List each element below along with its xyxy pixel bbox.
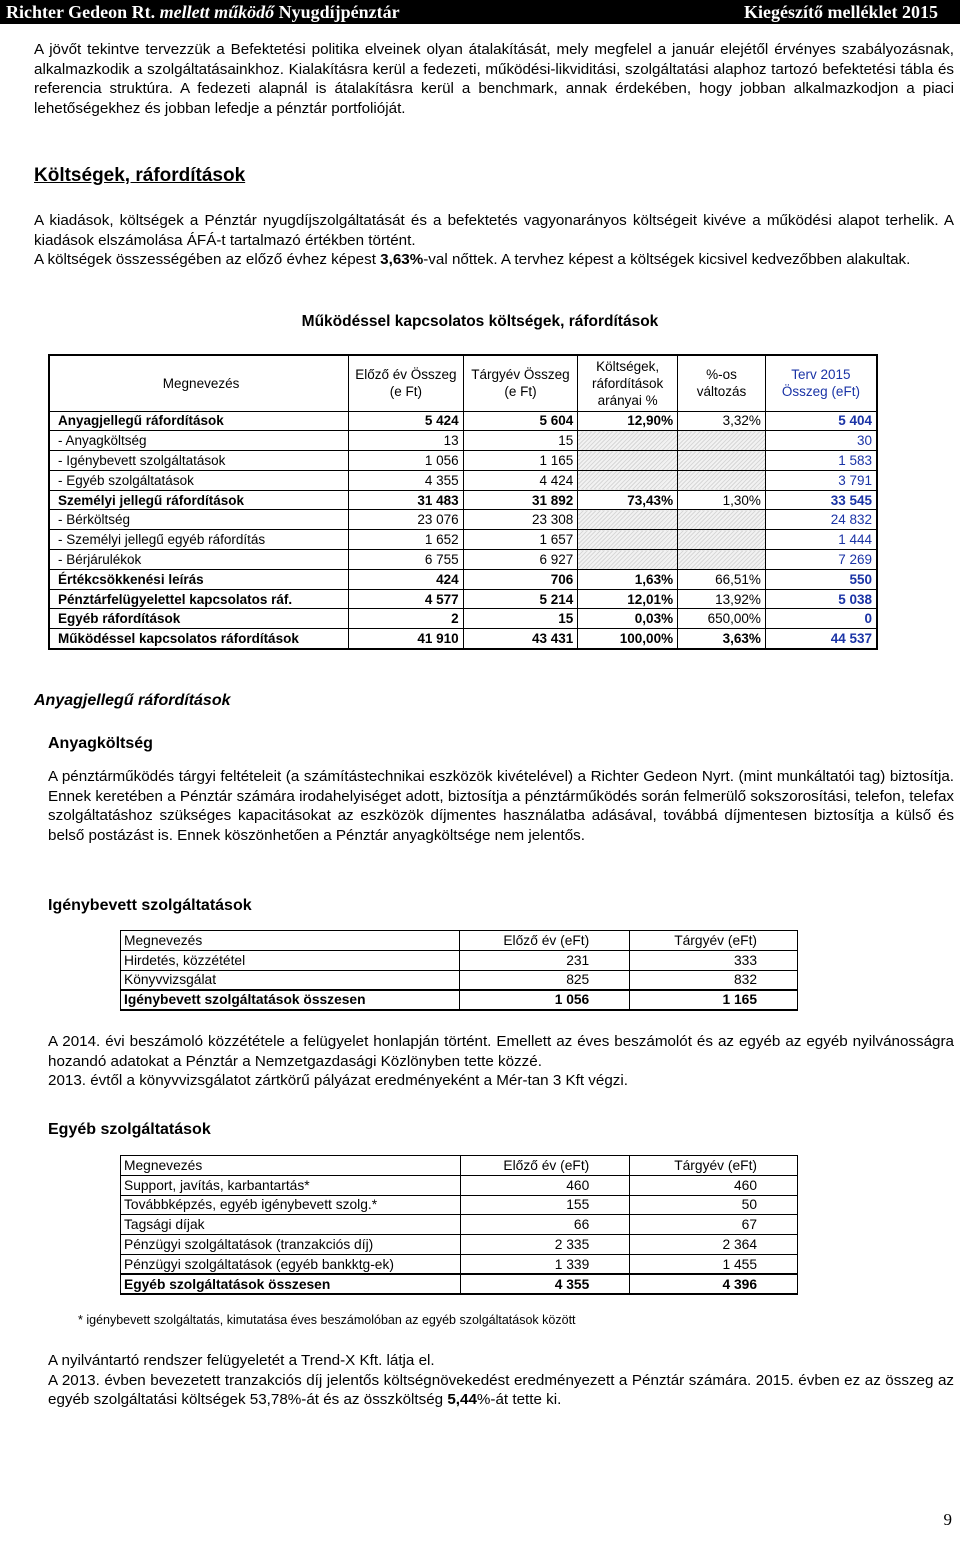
header-fund: Nyugdíjpénztár — [278, 2, 400, 22]
operating-costs-table — [48, 354, 878, 650]
cell-plan: 1 444 — [765, 530, 877, 550]
table-caption: Működéssel kapcsolatos költségek, ráfordítások — [301, 313, 659, 330]
header-left — [6, 0, 400, 24]
cell-name: Könyvvizsgálat — [121, 970, 460, 990]
cell-name: Anyagjellegű ráfordítások — [49, 411, 349, 431]
cell-prev: 424 — [349, 569, 464, 589]
cell-plan: 24 832 — [765, 510, 877, 530]
table-header-row: Megnevezés Előző év (eFt) Tárgyév (eFt) — [121, 931, 798, 951]
section-paragraph-2: A költségek összességében az előző évhez képest 3,63%-val nőttek. A tervhez képest a költségek kicsivel kedvezőbben alakultak. — [34, 251, 911, 269]
cell-change: 3,32% — [678, 411, 766, 431]
cell-ratio — [578, 431, 678, 451]
cell-ratio: 1,63% — [578, 569, 678, 589]
cell-prev: 2 335 — [460, 1235, 630, 1255]
table-row — [121, 1175, 798, 1195]
cell-plan: 33 545 — [765, 490, 877, 510]
cell-prev: 23 076 — [349, 510, 464, 530]
cell-curr: 460 — [630, 1175, 798, 1195]
section-text — [34, 211, 954, 270]
igenybevett-title: Igénybevett szolgáltatások — [48, 897, 252, 914]
igenybevett-table — [120, 930, 798, 1011]
cell-plan: 1 583 — [765, 451, 877, 471]
table-row — [121, 1235, 798, 1255]
cell-name: Egyéb ráfordítások — [49, 609, 349, 629]
header-right: Kiegészítő melléklet 2015 — [744, 2, 938, 22]
header-cell: Előző év Összeg (e Ft) — [349, 355, 464, 411]
cell-change: 650,00% — [678, 609, 766, 629]
cell-change: 66,51% — [678, 569, 766, 589]
cell-ratio: 73,43% — [578, 490, 678, 510]
total-curr: 1 165 — [630, 990, 798, 1010]
cell-curr: 333 — [630, 950, 798, 970]
table-row — [121, 1195, 798, 1215]
cell-name: Személyi jellegű ráfordítások — [49, 490, 349, 510]
cell-curr: 706 — [463, 569, 578, 589]
cell-plan: 5 404 — [765, 411, 877, 431]
table-row — [121, 970, 798, 990]
page-header — [0, 0, 960, 24]
cell-plan: 550 — [765, 569, 877, 589]
cell-plan: 5 038 — [765, 589, 877, 609]
table-row — [121, 1215, 798, 1235]
cell-name: Pénztárfelügyelettel kapcsolatos ráf. — [49, 589, 349, 609]
cell-name: Support, javítás, karbantartás* — [121, 1175, 461, 1195]
cell-curr: 15 — [463, 431, 578, 451]
page-number: 9 — [943, 1510, 952, 1529]
cell-change — [678, 550, 766, 570]
header-cell: Tárgyév Összeg (e Ft) — [463, 355, 578, 411]
table-row — [49, 470, 877, 490]
table-row — [49, 550, 877, 570]
cell-name: - Bérköltség — [49, 510, 349, 530]
igenybevett-paragraph: A 2014. évi beszámoló közzététele a felügyelet honlapján történt. Emellett az éves beszámolót és az egyéb az egyéb nyilvánosságra hozandó adatokat a Pénztár a Nemzetgazdasági Közlönyben tette közzé. — [48, 1033, 954, 1070]
anyag-title: Anyagjellegű ráfordítások — [34, 692, 231, 709]
cell-name: - Igénybevett szolgáltatások — [49, 451, 349, 471]
table-row — [49, 451, 877, 471]
cell-plan: 3 791 — [765, 470, 877, 490]
cell-prev: 13 — [349, 431, 464, 451]
cell-prev: 66 — [460, 1215, 630, 1235]
igenybevett-paragraph-2: 2013. évtől a könyvvizsgálatot zártkörű pályázat eredményeként a Mér-tan 3 Kft végzi. — [48, 1072, 628, 1090]
header-cell: Terv 2015 Összeg (eFt) — [765, 355, 877, 411]
cell-curr: 832 — [630, 970, 798, 990]
cell-ratio — [578, 451, 678, 471]
cell-prev: 5 424 — [349, 411, 464, 431]
anyagkoltseg-paragraph: A pénztárműködés tárgyi feltételeit (a számítástechnikai eszközök kivételével) a Richter Gedeon Nyrt. (mint munkáltatói tag) biztosítja. Ennek keretében a Pénztár számára irodahelyiséget adott, biztosítja a pénztárműködés során felmerülő sokszorosítási, telefon, telefax szolgáltatáshoz szükséges kapacitásokat az eszközök díjmentes használatba adásával, továbbá díjmentesen biztosítja a külső és belső postázást is. Ennek köszönhetően a Pénztár anyagköltsége nem jelentős. — [48, 768, 954, 844]
cell-prev: 31 483 — [349, 490, 464, 510]
table-row — [49, 510, 877, 530]
egyeb-title: Egyéb szolgáltatások — [48, 1121, 211, 1138]
cell-curr: 15 — [463, 609, 578, 629]
cell-plan: 0 — [765, 609, 877, 629]
table-row — [49, 629, 877, 649]
egyeb-table — [120, 1155, 798, 1295]
cell-name: Pénzügyi szolgáltatások (tranzakciós díj) — [121, 1235, 461, 1255]
cell-ratio: 12,01% — [578, 589, 678, 609]
cell-curr: 67 — [630, 1215, 798, 1235]
cell-name: Pénzügyi szolgáltatások (egyéb bankktg-ek) — [121, 1254, 461, 1274]
header-cell: %-os változás — [678, 355, 766, 411]
cell-prev: 460 — [460, 1175, 630, 1195]
cell-curr: 43 431 — [463, 629, 578, 649]
cell-curr: 5 604 — [463, 411, 578, 431]
header-cell: Megnevezés — [49, 355, 349, 411]
cell-ratio: 12,90% — [578, 411, 678, 431]
cell-ratio: 0,03% — [578, 609, 678, 629]
total-curr: 4 396 — [630, 1274, 798, 1294]
cell-change: 13,92% — [678, 589, 766, 609]
cell-prev: 155 — [460, 1195, 630, 1215]
cell-name: - Bérjárulékok — [49, 550, 349, 570]
cell-plan: 7 269 — [765, 550, 877, 570]
table-row — [49, 589, 877, 609]
table-row — [49, 609, 877, 629]
cell-curr: 50 — [630, 1195, 798, 1215]
total-prev: 4 355 — [460, 1274, 630, 1294]
cell-curr: 1 657 — [463, 530, 578, 550]
cell-curr: 4 424 — [463, 470, 578, 490]
cell-prev: 1 339 — [460, 1254, 630, 1274]
cell-name: Tagsági díjak — [121, 1215, 461, 1235]
cell-change: 1,30% — [678, 490, 766, 510]
cell-ratio — [578, 510, 678, 530]
cell-curr: 6 927 — [463, 550, 578, 570]
intro-paragraph: A jövőt tekintve tervezzük a Befektetési politika elveinek olyan átalakítását, mely megfelel a január elejétől érvényes szabályozásnak, alkalmazkodik a szolgáltatásainkhoz. Kialakításra kerül a fedezeti, működési-likviditási, szolgáltatási alaphoz tartozó befektetési tábla és referencia struktúra. A fedezeti alapnál is átalakításra kerül a benchmark, annak érdekében, hogy jobban alkalmazkodjon a piaci lehetőségekhez és jobban lefedje a pénztár portfolióját. — [34, 41, 954, 117]
total-row — [121, 990, 798, 1010]
table-row — [49, 569, 877, 589]
table-row — [49, 490, 877, 510]
total-prev: 1 056 — [460, 990, 630, 1010]
cell-ratio — [578, 550, 678, 570]
cell-name: Értékcsökkenési leírás — [49, 569, 349, 589]
cell-ratio — [578, 530, 678, 550]
total-name: Igénybevett szolgáltatások összesen — [121, 990, 460, 1010]
cell-change: 3,63% — [678, 629, 766, 649]
cell-name: - Anyagköltség — [49, 431, 349, 451]
section-title: Költségek, ráfordítások — [34, 165, 246, 186]
cell-name: Működéssel kapcsolatos ráfordítások — [49, 629, 349, 649]
cell-name: - Egyéb szolgáltatások — [49, 470, 349, 490]
table-header-row — [49, 355, 877, 411]
cell-prev: 1 652 — [349, 530, 464, 550]
table-row — [49, 411, 877, 431]
header-company: Richter Gedeon Rt. — [6, 2, 156, 22]
cell-curr: 1 165 — [463, 451, 578, 471]
cell-change — [678, 510, 766, 530]
egyeb-paragraph-1: A nyilvántartó rendszer felügyeletét a Trend-X Kft. látja el. — [48, 1352, 435, 1369]
cell-name: Továbbképzés, egyéb igénybevett szolg.* — [121, 1195, 461, 1215]
cell-change — [678, 530, 766, 550]
cell-prev: 4 355 — [349, 470, 464, 490]
cell-prev: 41 910 — [349, 629, 464, 649]
anyagkoltseg-title: Anyagköltség — [48, 735, 153, 752]
cell-ratio: 100,00% — [578, 629, 678, 649]
cell-prev: 231 — [460, 950, 630, 970]
table-row — [49, 431, 877, 451]
footnote: * igénybevett szolgáltatás, kimutatása éves beszámolóban az egyéb szolgáltatások között — [78, 1313, 576, 1327]
cell-plan: 30 — [765, 431, 877, 451]
cell-change — [678, 470, 766, 490]
cell-prev: 825 — [460, 970, 630, 990]
table-row — [121, 950, 798, 970]
cell-ratio — [578, 470, 678, 490]
intro-block — [34, 40, 954, 118]
table-header-row: Megnevezés Előző év (eFt) Tárgyév (eFt) — [121, 1156, 798, 1176]
table-row — [121, 1254, 798, 1274]
cell-curr: 31 892 — [463, 490, 578, 510]
total-name: Egyéb szolgáltatások összesen — [121, 1274, 461, 1294]
cell-curr: 1 455 — [630, 1254, 798, 1274]
cell-prev: 1 056 — [349, 451, 464, 471]
cell-name: - Személyi jellegű egyéb ráfordítás — [49, 530, 349, 550]
table-row — [49, 530, 877, 550]
cell-change — [678, 451, 766, 471]
cell-prev: 2 — [349, 609, 464, 629]
total-row — [121, 1274, 798, 1294]
cell-plan: 44 537 — [765, 629, 877, 649]
section-paragraph-1: A kiadások, költségek a Pénztár nyugdíjszolgáltatását és a befektetés vagyonarányos költségeit kivéve a működési alapot terhelik. A kiadások elszámolása ÁFÁ-t tartalmazó értékben történt. — [34, 212, 954, 249]
header-italic: mellett működő — [159, 2, 275, 22]
cell-prev: 6 755 — [349, 550, 464, 570]
cell-change — [678, 431, 766, 451]
egyeb-paragraph-2: A 2013. évben bevezetett tranzakciós díj jelentős költségnövekedést eredményezett a Pénztár számára. 2015. évben ez az összeg az egyéb szolgáltatási költségek 53,78%-át és az összköltség 5,44%-át tette ki. — [48, 1371, 954, 1409]
cell-curr: 23 308 — [463, 510, 578, 530]
cell-curr: 5 214 — [463, 589, 578, 609]
cell-name: Hirdetés, közzététel — [121, 950, 460, 970]
header-cell: Költségek, ráfordítások arányai % — [578, 355, 678, 411]
cell-curr: 2 364 — [630, 1235, 798, 1255]
cell-prev: 4 577 — [349, 589, 464, 609]
